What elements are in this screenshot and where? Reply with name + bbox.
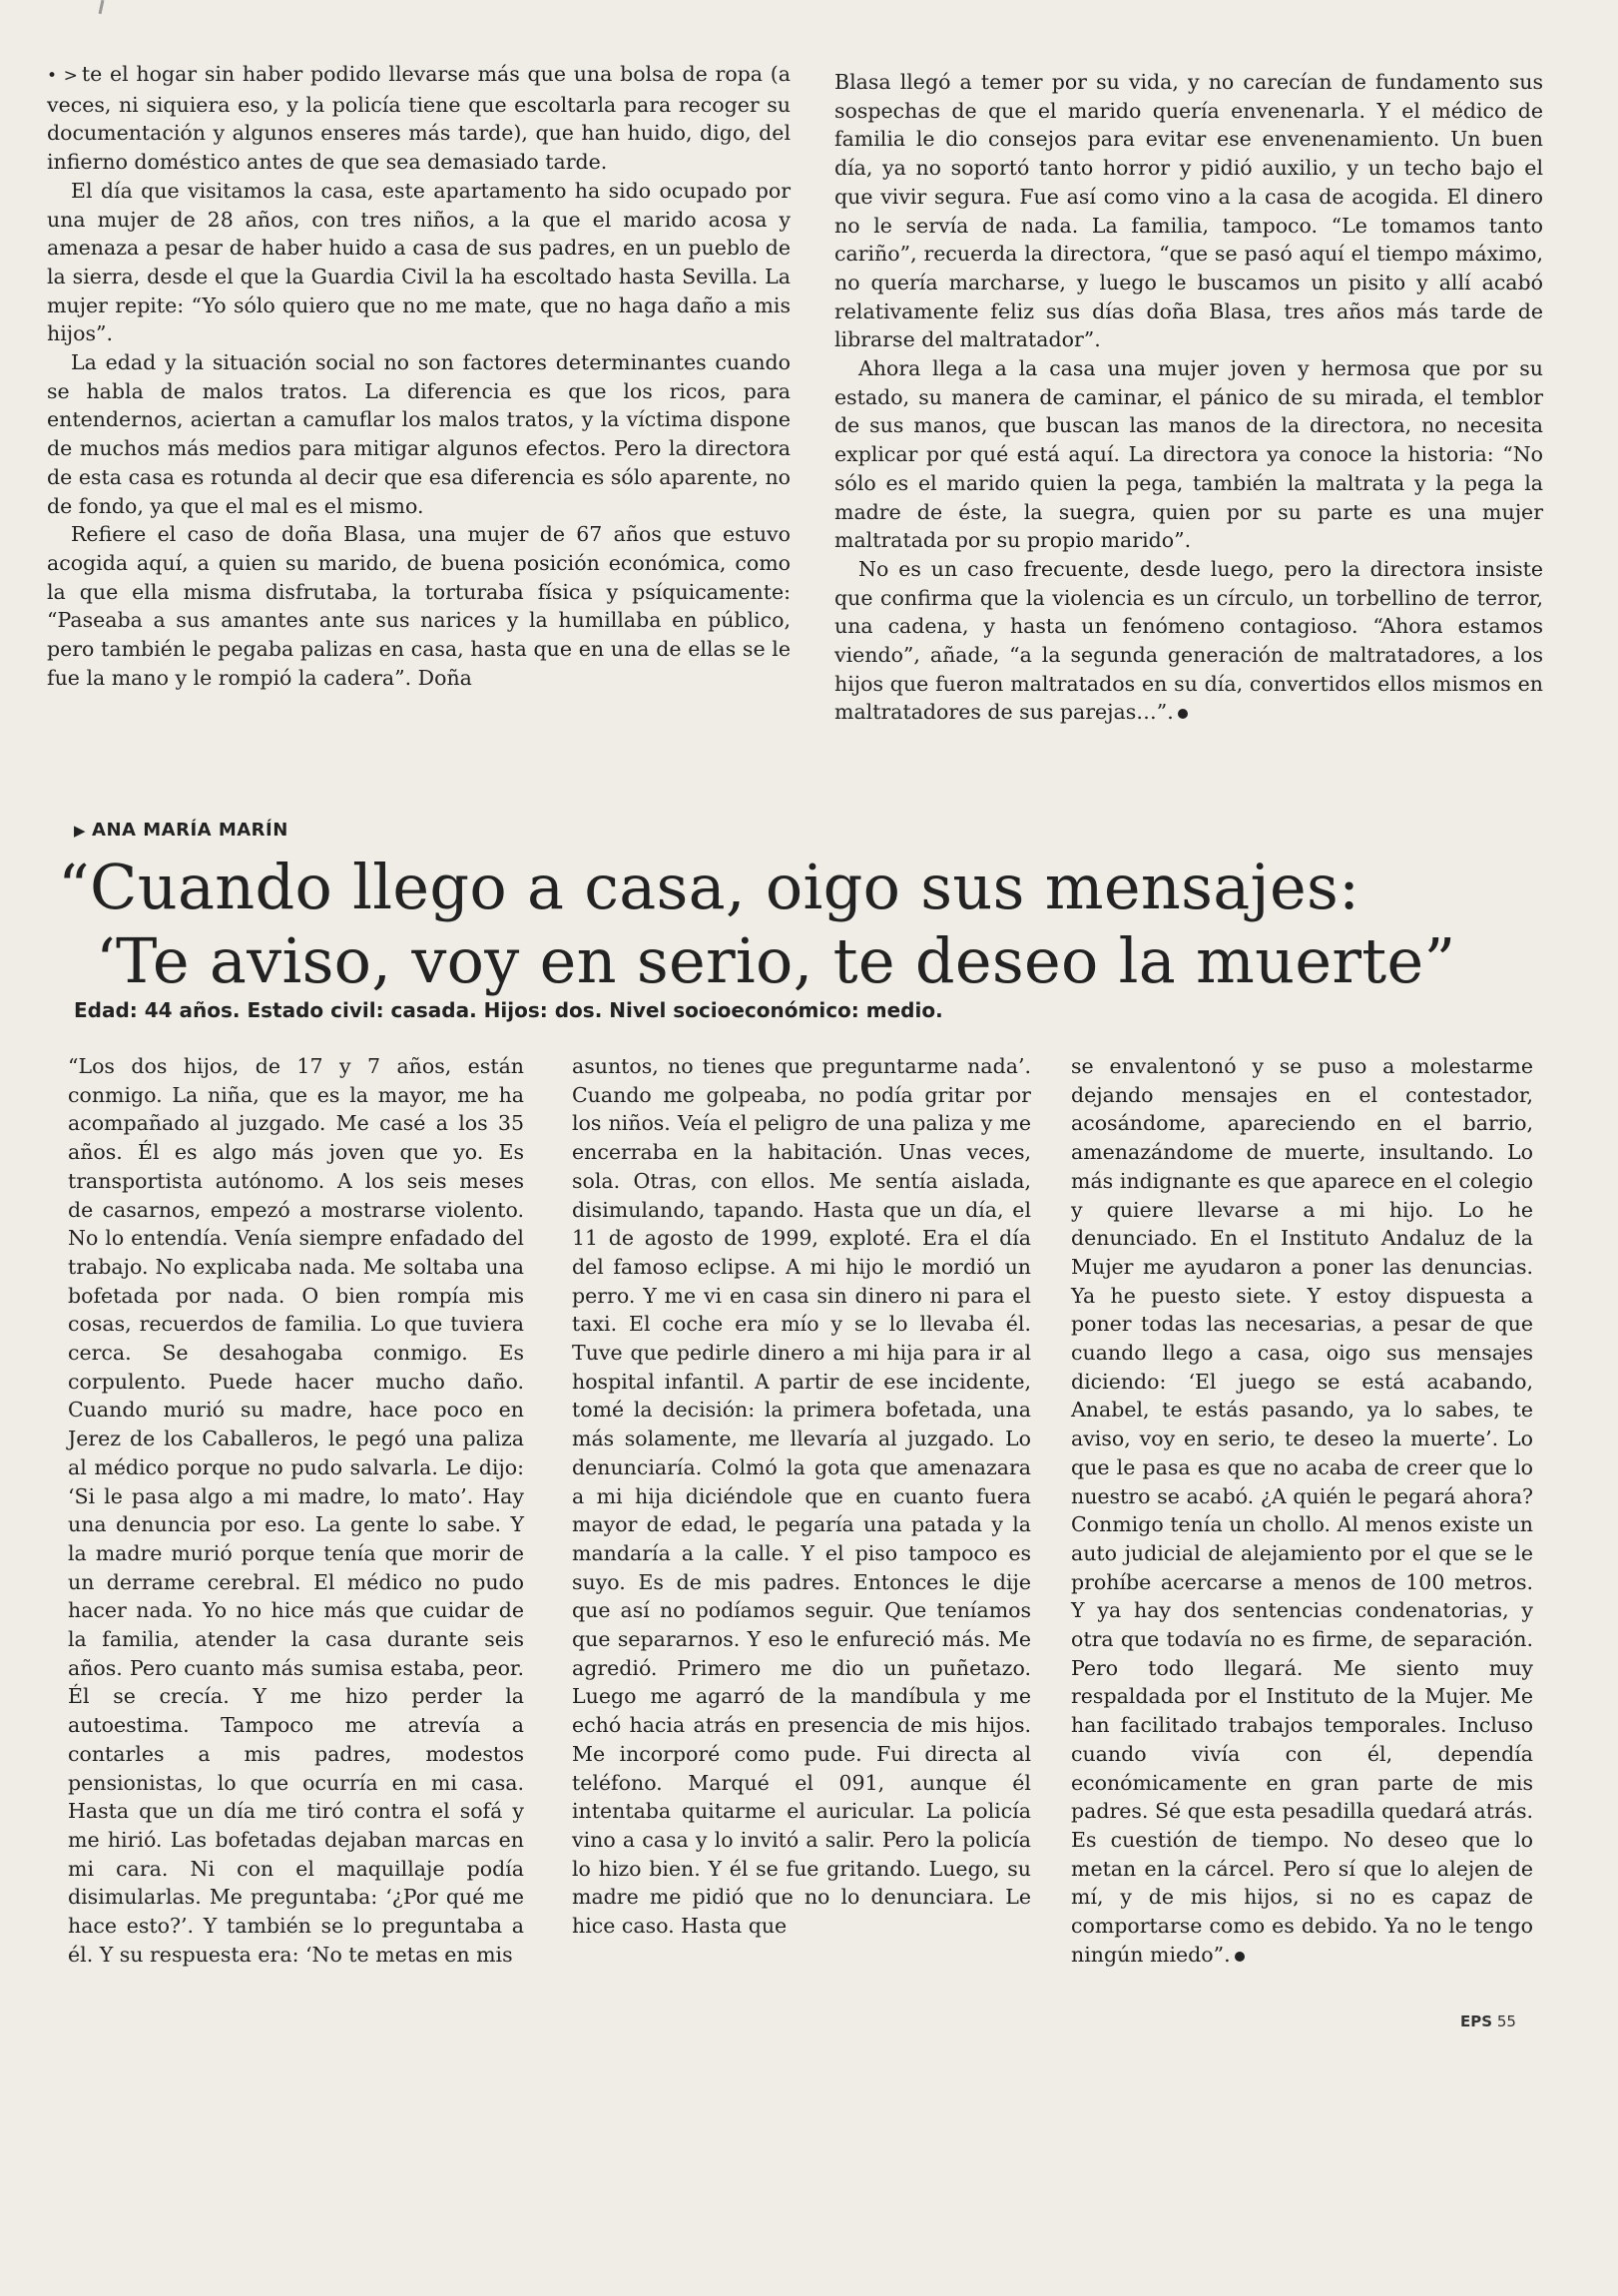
headline — [58, 851, 1555, 998]
end-mark-icon — [1178, 709, 1188, 719]
end-mark-icon — [1235, 1952, 1245, 1962]
page-folio — [1460, 2012, 1516, 2030]
paragraph: La edad y la situación social no son factores determinantes cuando se habla de malos tratos. La diferencia es que los ricos, para entendernos, aciertan a camuflar los malos tratos, y la víctima dispone de muchos más medios para mitigar algunos efectos. Pero la directora de esta casa es rotunda al decir que esa diferencia es sólo aparente, no de fondo, ya que el mal es el mismo. — [47, 350, 791, 518]
testimony-column-2 — [572, 1052, 1031, 1941]
folio-page-number: 55 — [1496, 2012, 1516, 2030]
triangle-icon: ▶ — [74, 822, 87, 840]
paragraph: Blasa llegó a temer por su vida, y no carecían de fundamento sus sospechas de que el marido quería envenenarla. Y el médico de familia le dio consejos para evitar ese envenenamiento. Un buen día, ya no soportó tanto horror y pidió auxilio, y un techo bajo el que vivir segura. Fue así como vino a la casa de acogida. El dinero no le servía de nada. La familia, tampoco. “Le tomamos tanto cariño”, recuerda la directora, “que se pasó aquí el tiempo máximo, no quería marcharse, y luego le buscamos un pisito y allí acabó relativamente feliz sus días doña Blasa, tres años más tarde de librarse del maltratador”. — [834, 70, 1543, 352]
top-article-column-2 — [834, 68, 1543, 727]
scan-mark — [99, 0, 105, 14]
paragraph — [47, 60, 791, 177]
continuation-arrow-icon: • > — [47, 66, 78, 86]
paragraph-text: te el hogar sin haber podido llevarse más que una bolsa de ropa (a veces, ni siquiera eso, y la policía tiene que escoltarla para recoger su documentación y algunos enseres más tarde), que han huido, digo, del infierno doméstico antes de que sea demasiado tarde. — [47, 62, 791, 175]
testimony-column-1 — [68, 1052, 524, 1970]
paragraph — [834, 555, 1543, 727]
paragraph-text: se envalentonó y se puso a molestarme dejando mensajes en el contestador, acosándome, apareciendo en el barrio, amenazándome de muerte, insultando. Lo más indignante es que aparece en el colegio y quiere llevarse a mi hijo. Lo he denunciado. En el Instituto Andaluz de la Mujer me ayudaron a poner las denuncias. Ya he puesto siete. Y estoy dispuesta a poner todas las necesarias, a pesar de que cuando llego a casa, oigo sus mensajes diciendo: ‘El juego se está acabando, Anabel, te estás pasando, ya lo sabes, te aviso, voy en serio, te deseo la muerte’. Lo que le pasa es que no acaba de creer que lo nuestro se acabó. ¿A quién le pegará ahora? Conmigo tenía un chollo. Al menos existe un auto judicial de alejamiento por el que se le prohíbe acercarse a menos de 100 metros. Y ya hay dos sentencias condenatorias, y otra que todavía no es firme, de separación. Pero todo llegará. Me siento muy respaldada por el Instituto de la Mujer. Me han facilitado trabajos temporales. Incluso cuando vivía con él, dependía económicamente en gran parte de mis padres. Sé que esta pesadilla quedará atrás. Es cuestión de tiempo. No deseo que lo metan en la cárcel. Pero sí que lo alejen de mí, y de mis hijos, si no es capaz de comportarse como es debido. Ya no le tengo ningún miedo”. — [1071, 1054, 1533, 1967]
headline-line-2: ‘Te aviso, voy en serio, te deseo la muerte” — [96, 924, 1456, 997]
paragraph: asuntos, no tienes que preguntarme nada’. Cuando me golpeaba, no podía gritar por los niños. Veía el peligro de una paliza y me encerraba en la habitación. Unas veces, sola. Otras, con ellos. Me sentía aislada, disimulando, tapando. Hasta que un día, el 11 de agosto de 1999, exploté. Era el día del famoso eclipse. A mi hijo le mordió un perro. Y me vi en casa sin dinero ni para el taxi. El coche era mío y se lo llevaba él. Tuve que pedirle dinero a mi hija para ir al hospital infantil. A partir de ese incidente, tomé la decisión: la primera bofetada, una más solamente, me llevaría al juzgado. Lo denunciaría. Colmó la gota que amenazara a mi hija diciéndole que en cuanto fuera mayor de edad, le pegaría una patada y la mandaría a la calle. Y el piso tampoco es suyo. Es de mis padres. Entonces le dije que así no podíamos seguir. Que teníamos que separarnos. Y eso le enfureció más. Me agredió. Primero me dio un puñetazo. Luego me agarró de la mandíbula y me echó hacia atrás en presencia de mis hijos. Me incorporé como pude. Fui directa al teléfono. Marqué el 091, aunque él intentaba quitarme el auricular. La policía vino a casa y lo invitó a salir. Pero la policía lo hizo bien. Y él se fue gritando. Luego, su madre me pidió que no lo denunciara. Le hice caso. Hasta que — [572, 1054, 1031, 1939]
paragraph — [1071, 1052, 1533, 1970]
paragraph: “Los dos hijos, de 17 y 7 años, están conmigo. La niña, que es la mayor, me ha acompañado al juzgado. Me casé a los 35 años. Él es algo más joven que yo. Es transportista autónomo. A los seis meses de casarnos, empezó a mostrarse violento. No lo entendía. Venía siempre enfadado del trabajo. No explicaba nada. Me soltaba una bofetada por nada. O bien rompía mis cosas, recuerdos de familia. Lo que tuviera cerca. Se desahogaba conmigo. Es corpulento. Puede hacer mucho daño. Cuando murió su madre, hace poco en Jerez de los Caballeros, le pegó una paliza al médico porque no pudo salvarla. Le dijo: ‘Si le pasa algo a mi madre, lo mato’. Hay una denuncia por eso. La gente lo sabe. Y la madre murió porque tenía que morir de un derrame cerebral. El médico no pudo hacer nada. Yo no hice más que cuidar de la familia, atender la casa durante seis años. Pero cuanto más sumisa estaba, peor. Él se crecía. Y me hizo perder la autoestima. Tampoco me atrevía a contarles a mis padres, modestos pensionistas, lo que ocurría en mi casa. Hasta que un día me tiró contra el sofá y me hirió. Las bofetadas dejaban marcas en mi cara. Ni con el maquillaje podía disimularlas. Me preguntaba: ‘¿Por qué me hace esto?’. Y también se lo preguntaba a él. Y su respuesta era: ‘No te metas en mis — [68, 1054, 524, 1967]
profile-line: Edad: 44 años. Estado civil: casada. Hijos: dos. Nivel socioeconómico: medio. — [74, 998, 943, 1022]
paragraph: Refiere el caso de doña Blasa, una mujer de 67 años que estuvo acogida aquí, a quien su marido, de buena posición económica, como la que ella misma disfrutaba, la torturaba física y psíquicamente: “Paseaba a sus amantes ante sus narices y la humillaba en público, pero también le pegaba palizas en casa, hasta que en una de ellas se le fue la mano y le rompió la cadera”. Doña — [47, 522, 791, 690]
byline — [74, 820, 288, 841]
paragraph: Ahora llega a la casa una mujer joven y hermosa que por su estado, su manera de caminar, el pánico de su mirada, el temblor de sus manos, que buscan las manos de la directora, no necesita explicar por qué está aquí. La directora ya conoce la historia: “No sólo es el marido quien la pega, también la maltrata y la pega la madre de éste, la suegra, quien por su parte es una mujer maltratada por su propio marido”. — [834, 356, 1543, 553]
paragraph: El día que visitamos la casa, este apartamento ha sido ocupado por una mujer de 28 años, con tres niños, a la que el marido acosa y amenaza a pesar de haber huido a casa de sus padres, en un pueblo de la sierra, desde el que la Guardia Civil la ha escoltado hasta Sevilla. La mujer repite: “Yo sólo quiero que no me mate, que no haga daño a mis hijos”. — [47, 178, 791, 346]
top-article-column-1 — [47, 60, 791, 692]
paragraph-text: No es un caso frecuente, desde luego, pero la directora insiste que confirma que la violencia es un círculo, un torbellino de terror, una cadena, y hasta un fenómeno contagioso. “Ahora estamos viendo”, añade, “a la segunda generación de maltratadores, a los hijos que fueron maltratados en su día, convertidos ellos mismos en maltratadores de sus parejas…”. — [834, 556, 1543, 725]
byline-text: ANA MARÍA MARÍN — [92, 820, 288, 841]
testimony-column-3 — [1071, 1052, 1533, 1970]
headline-line-1: “Cuando llego a casa, oigo sus mensajes: — [58, 851, 1360, 923]
folio-section: EPS — [1460, 2012, 1493, 2030]
